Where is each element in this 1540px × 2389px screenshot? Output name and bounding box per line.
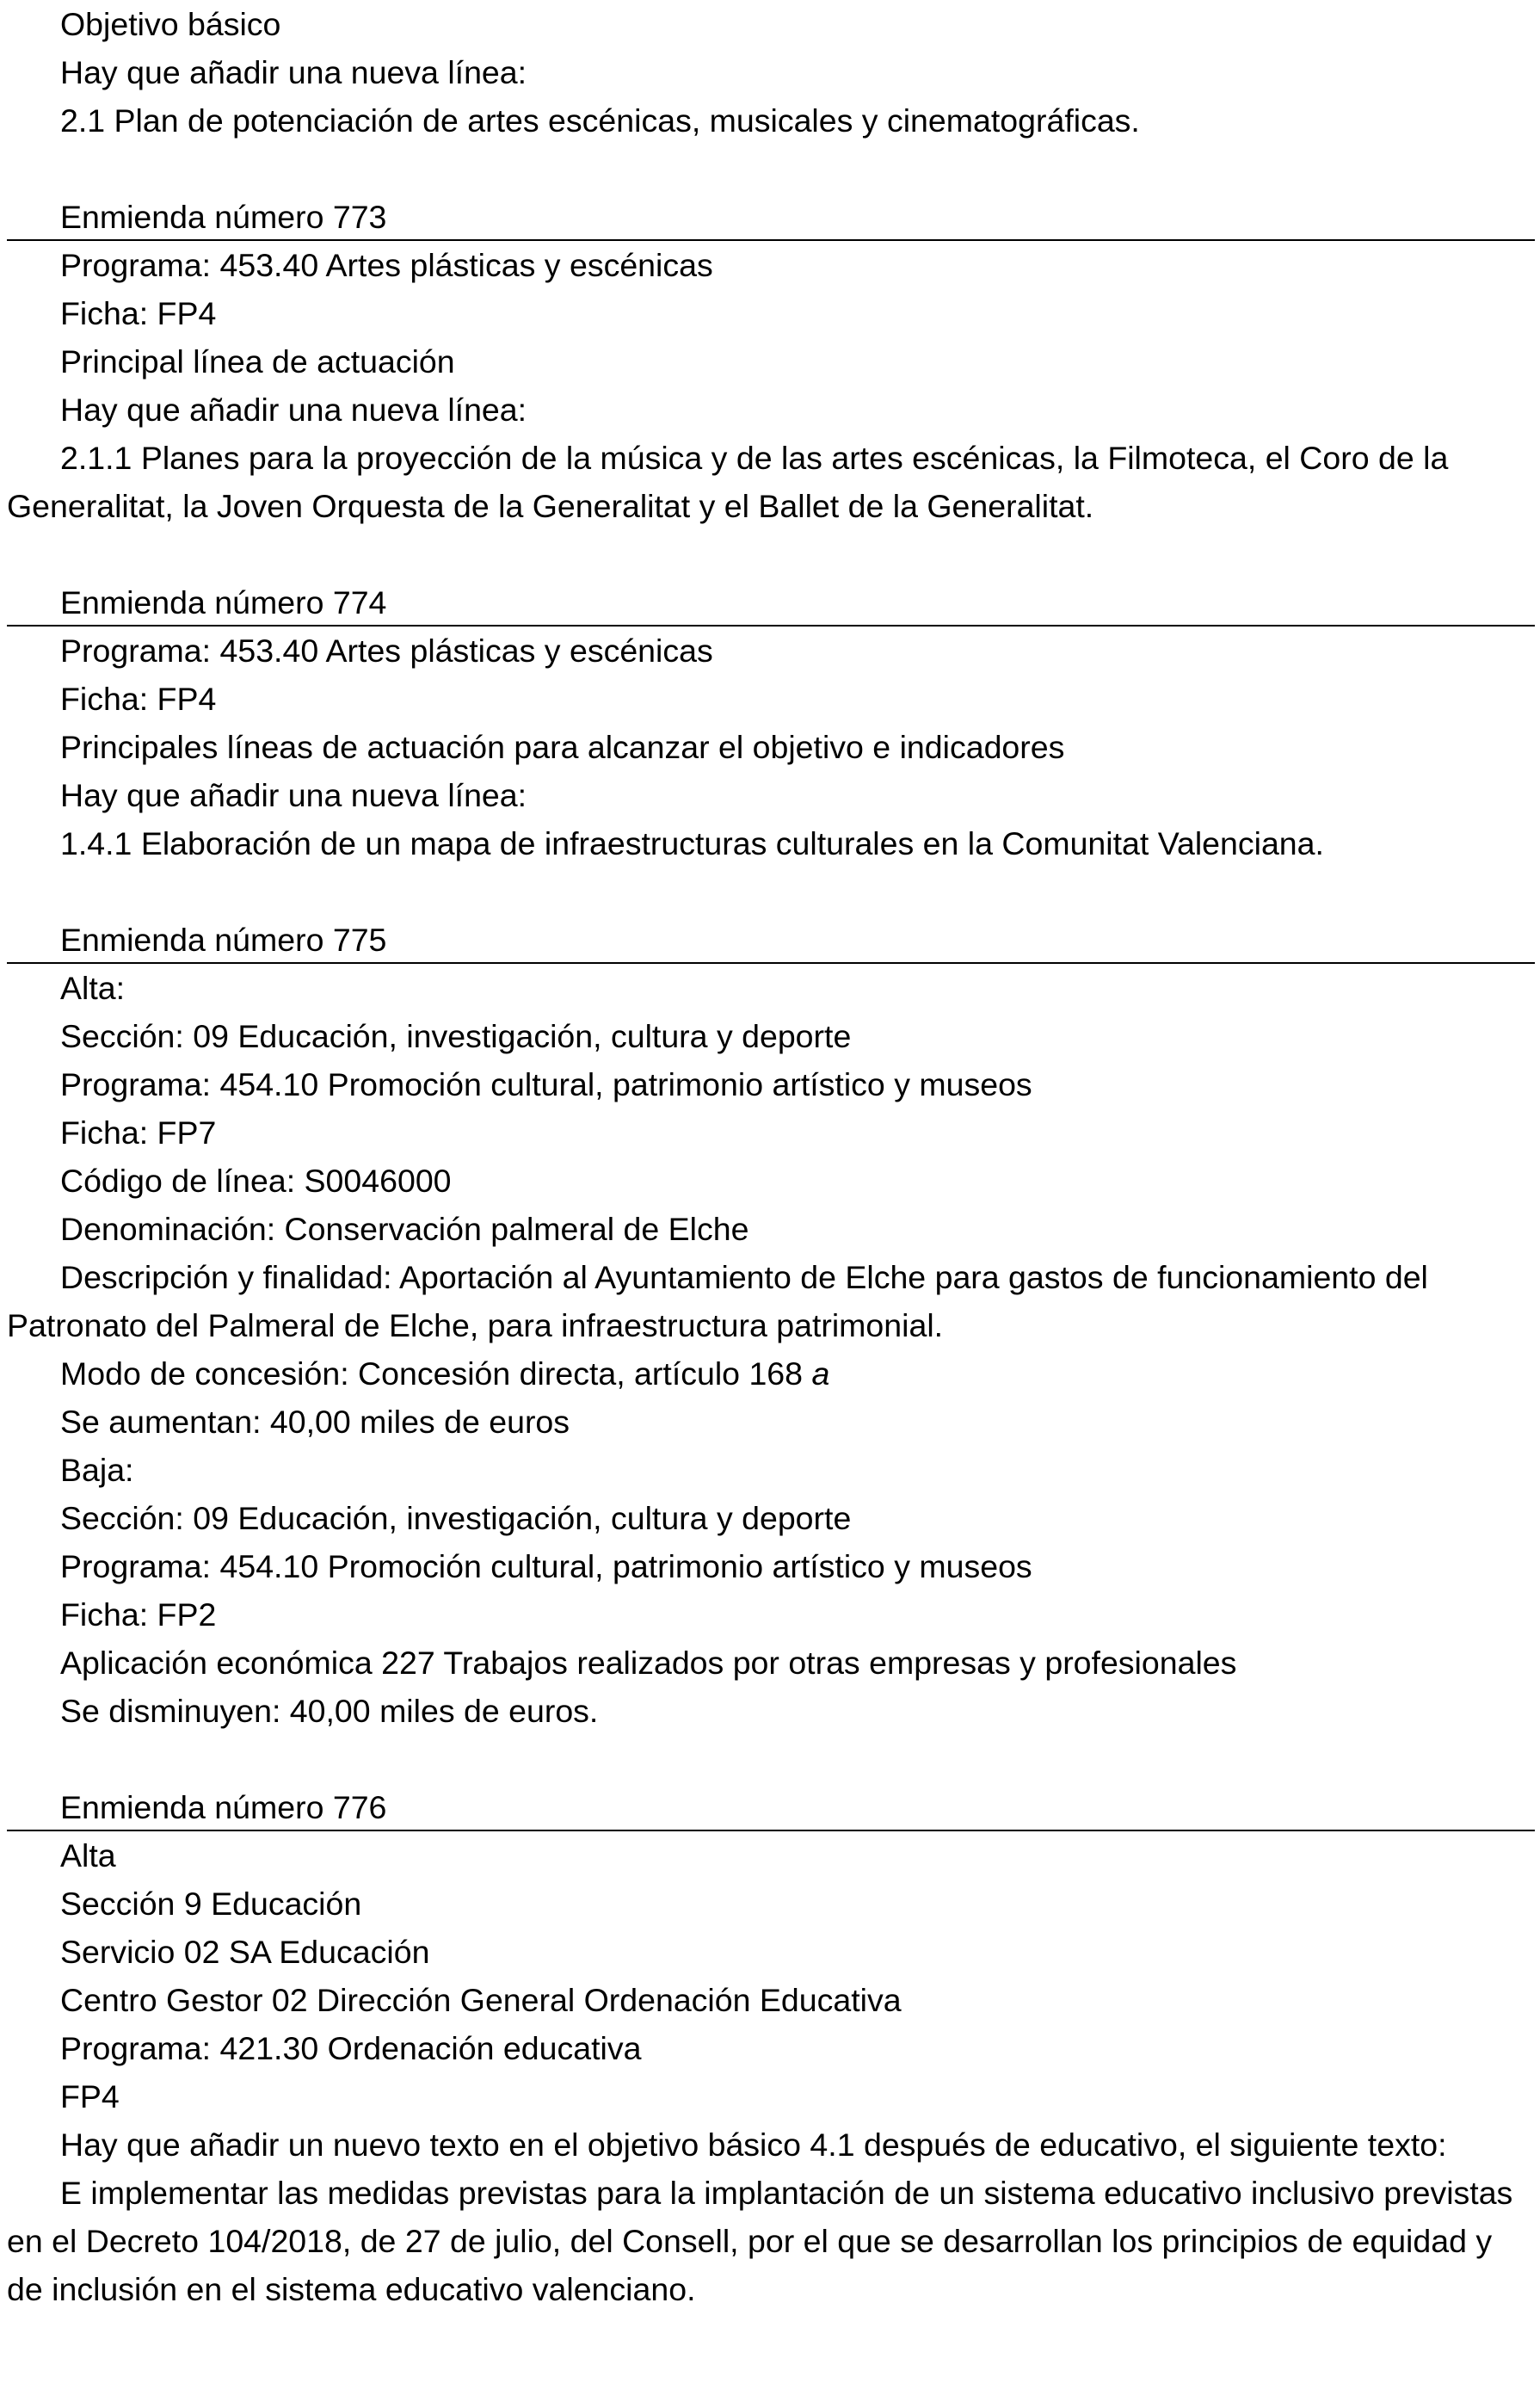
spacer (7, 867, 1535, 916)
enmienda-line: Sección: 09 Educación, investigación, cultura y deporte (60, 1018, 852, 1054)
intro-block (7, 0, 1535, 145)
intro-line: 2.1 Plan de potenciación de artes escénicas, musicales y cinematográficas. (60, 102, 1140, 139)
concesion-text: Modo de concesión: Concesión directa, artículo 168 (60, 1355, 804, 1392)
enmienda-line: Programa: 454.10 Promoción cultural, patrimonio artístico y museos (60, 1066, 1032, 1102)
enmienda-line: Sección: 09 Educación, investigación, cultura y deporte (60, 1500, 852, 1536)
enmienda-line: Código de línea: S0046000 (60, 1163, 452, 1199)
enmienda-heading: Enmienda número 773 (7, 193, 1535, 241)
intro-line: Hay que añadir una nueva línea: (60, 54, 527, 90)
enmienda-line: Hay que añadir una nueva línea: (60, 777, 527, 813)
enmienda-line: Ficha: FP4 (60, 681, 217, 717)
enmienda-line: Programa: 453.40 Artes plásticas y escénicas (60, 247, 713, 283)
intro-line: Objetivo básico (60, 6, 281, 42)
enmienda-773 (7, 193, 1535, 530)
enmienda-line: FP4 (60, 2078, 120, 2114)
enmienda-774 (7, 578, 1535, 867)
enmienda-paragraph: Descripción y finalidad: Aportación al Ayuntamiento de Elche para gastos de funcionamiento del Patronato del Palmeral de Elche, para infraestructura patrimonial. (7, 1259, 1428, 1343)
enmienda-line: Sección 9 Educación (60, 1886, 362, 1922)
enmienda-line: Principal línea de actuación (60, 343, 455, 380)
enmienda-line: Programa: 421.30 Ordenación educativa (60, 2030, 642, 2066)
enmienda-heading: Enmienda número 776 (7, 1783, 1535, 1831)
enmienda-paragraph: E implementar las medidas previstas para la implantación de un sistema educativo inclusivo previstas en el Decreto 104/2018, de 27 de julio, del Consell, por el que se desarrollan los principios de equidad y de inclusión en el sistema educativo valenciano. (7, 2175, 1513, 2307)
spacer (7, 1735, 1535, 1783)
enmienda-line: Se aumentan: 40,00 miles de euros (60, 1404, 570, 1440)
enmienda-line: Baja: (60, 1452, 134, 1488)
spacer (7, 145, 1535, 193)
enmienda-line: Hay que añadir una nueva línea: (60, 392, 527, 428)
concesion-italic: a (811, 1355, 830, 1392)
enmienda-776 (7, 1783, 1535, 2313)
enmienda-line: Servicio 02 SA Educación (60, 1934, 430, 1970)
enmienda-paragraph: Hay que añadir un nuevo texto en el objetivo básico 4.1 después de educativo, el siguiente texto: (60, 2127, 1447, 2163)
enmienda-heading: Enmienda número 774 (7, 578, 1535, 627)
enmienda-line: Se disminuyen: 40,00 miles de euros. (60, 1693, 599, 1729)
enmienda-line: Programa: 454.10 Promoción cultural, patrimonio artístico y museos (60, 1548, 1032, 1584)
enmienda-775 (7, 916, 1535, 1735)
enmienda-line: Alta (60, 1837, 116, 1874)
concesion-line (7, 1349, 1535, 1398)
enmienda-heading: Enmienda número 775 (7, 916, 1535, 964)
enmienda-line: Centro Gestor 02 Dirección General Ordenación Educativa (60, 1982, 902, 2018)
document-page (7, 0, 1535, 2313)
spacer (7, 530, 1535, 578)
enmienda-line: Aplicación económica 227 Trabajos realizados por otras empresas y profesionales (60, 1645, 1237, 1681)
enmienda-line: Ficha: FP4 (60, 295, 217, 331)
enmienda-line: Ficha: FP7 (60, 1114, 217, 1151)
enmienda-line: Programa: 453.40 Artes plásticas y escénicas (60, 633, 713, 669)
enmienda-line: Alta: (60, 970, 126, 1006)
enmienda-line: Denominación: Conservación palmeral de Elche (60, 1211, 749, 1247)
enmienda-line: Ficha: FP2 (60, 1596, 217, 1633)
enmienda-line: Principales líneas de actuación para alcanzar el objetivo e indicadores (60, 729, 1065, 765)
enmienda-line: 1.4.1 Elaboración de un mapa de infraestructuras culturales en la Comunitat Valenciana. (60, 825, 1324, 861)
enmienda-paragraph: 2.1.1 Planes para la proyección de la música y de las artes escénicas, la Filmoteca, el Coro de la Generalitat, la Joven Orquesta de la Generalitat y el Ballet de la Generalitat. (7, 440, 1449, 524)
